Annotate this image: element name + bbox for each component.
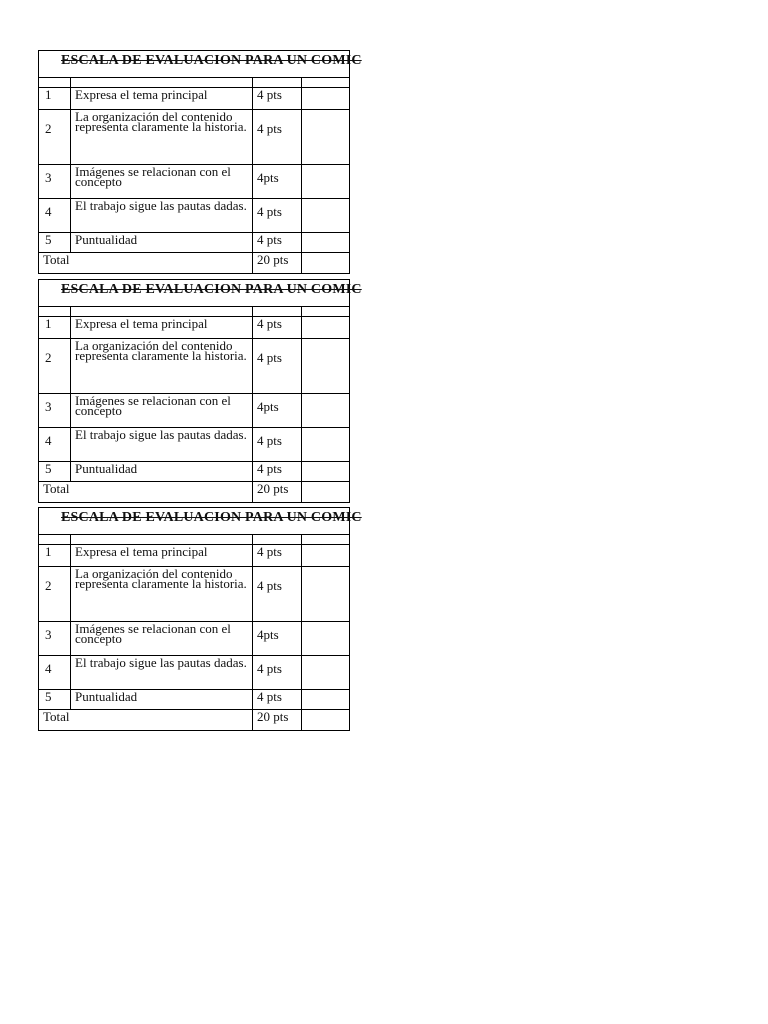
criterion-text: Imágenes se relacionan con el concepto (71, 622, 253, 655)
criterion-row (39, 339, 349, 394)
score-cell[interactable] (302, 165, 350, 198)
criterion-number: 4 (39, 656, 71, 689)
rubric-table-1 (38, 50, 362, 274)
score-cell[interactable] (302, 110, 350, 164)
score-cell[interactable] (302, 339, 350, 393)
criterion-text: El trabajo sigue las pautas dadas. (71, 428, 253, 461)
score-cell[interactable] (302, 199, 350, 232)
criterion-points: 4 pts (253, 317, 302, 338)
criterion-text: Puntualidad (71, 690, 253, 709)
criterion-points: 4pts (253, 165, 302, 198)
criterion-text: El trabajo sigue las pautas dadas. (71, 199, 253, 232)
criterion-points: 4 pts (253, 199, 302, 232)
rubric-title-row (39, 508, 362, 535)
criterion-number: 3 (39, 165, 71, 198)
total-points: 20 pts (253, 710, 302, 730)
score-cell[interactable] (302, 622, 350, 655)
criterion-text: Expresa el tema principal (71, 317, 253, 338)
criterion-text: Puntualidad (71, 462, 253, 481)
total-label: Total (39, 253, 253, 273)
criterion-number: 1 (39, 545, 71, 566)
total-score-cell[interactable] (302, 482, 350, 502)
criterion-number: 5 (39, 690, 71, 709)
score-cell[interactable] (302, 317, 350, 338)
rubric-table-2 (38, 279, 362, 503)
criterion-number: 1 (39, 88, 71, 109)
criterion-points: 4 pts (253, 462, 302, 481)
criterion-row (39, 462, 349, 482)
criterion-text: Expresa el tema principal (71, 545, 253, 566)
criterion-points: 4 pts (253, 567, 302, 621)
criterion-points: 4pts (253, 622, 302, 655)
criterion-text: El trabajo sigue las pautas dadas. (71, 656, 253, 689)
total-points: 20 pts (253, 482, 302, 502)
criterion-number: 2 (39, 567, 71, 621)
criterion-points: 4 pts (253, 339, 302, 393)
criterion-points: 4pts (253, 394, 302, 427)
criterion-number: 4 (39, 199, 71, 232)
criterion-row (39, 622, 349, 656)
score-cell[interactable] (302, 462, 350, 481)
rubric-title-row (39, 280, 362, 307)
total-row (39, 482, 349, 502)
criterion-row (39, 88, 349, 110)
criterion-row (39, 656, 349, 690)
criterion-text: Imágenes se relacionan con el concepto (71, 394, 253, 427)
spacer-row (39, 78, 349, 88)
total-label: Total (39, 710, 253, 730)
criterion-text: Expresa el tema principal (71, 88, 253, 109)
criterion-row (39, 199, 349, 233)
total-score-cell[interactable] (302, 253, 350, 273)
criterion-points: 4 pts (253, 88, 302, 109)
criterion-points: 4 pts (253, 428, 302, 461)
score-cell[interactable] (302, 428, 350, 461)
rubric-table-3 (38, 507, 362, 731)
criterion-row (39, 394, 349, 428)
criterion-row (39, 690, 349, 710)
criterion-row (39, 110, 349, 165)
score-cell[interactable] (302, 690, 350, 709)
rubric-title: ESCALA DE EVALUACION PARA UN COMIC (61, 510, 362, 525)
criterion-points: 4 pts (253, 110, 302, 164)
total-score-cell[interactable] (302, 710, 350, 730)
criterion-points: 4 pts (253, 545, 302, 566)
total-row (39, 710, 349, 730)
criterion-row (39, 428, 349, 462)
criterion-text: La organización del contenido representa claramente la historia. (71, 110, 253, 164)
criterion-points: 4 pts (253, 690, 302, 709)
score-cell[interactable] (302, 656, 350, 689)
criterion-number: 3 (39, 622, 71, 655)
score-cell[interactable] (302, 545, 350, 566)
criterion-row (39, 165, 349, 199)
criterion-text: Imágenes se relacionan con el concepto (71, 165, 253, 198)
criterion-points: 4 pts (253, 656, 302, 689)
criterion-text: Puntualidad (71, 233, 253, 252)
total-label: Total (39, 482, 253, 502)
criterion-row (39, 567, 349, 622)
criterion-number: 3 (39, 394, 71, 427)
criterion-row (39, 545, 349, 567)
criterion-text: La organización del contenido representa claramente la historia. (71, 567, 253, 621)
score-cell[interactable] (302, 567, 350, 621)
rubric-title-row (39, 51, 362, 78)
total-points: 20 pts (253, 253, 302, 273)
criterion-row (39, 317, 349, 339)
criterion-number: 5 (39, 233, 71, 252)
criterion-number: 1 (39, 317, 71, 338)
total-row (39, 253, 349, 273)
score-cell[interactable] (302, 233, 350, 252)
criterion-points: 4 pts (253, 233, 302, 252)
score-cell[interactable] (302, 394, 350, 427)
score-cell[interactable] (302, 88, 350, 109)
spacer-row (39, 535, 349, 545)
criterion-number: 4 (39, 428, 71, 461)
spacer-row (39, 307, 349, 317)
criterion-text: La organización del contenido representa claramente la historia. (71, 339, 253, 393)
criterion-row (39, 233, 349, 253)
rubric-title: ESCALA DE EVALUACION PARA UN COMIC (61, 282, 362, 297)
criterion-number: 2 (39, 110, 71, 164)
rubric-title: ESCALA DE EVALUACION PARA UN COMIC (61, 53, 362, 68)
criterion-number: 5 (39, 462, 71, 481)
criterion-number: 2 (39, 339, 71, 393)
